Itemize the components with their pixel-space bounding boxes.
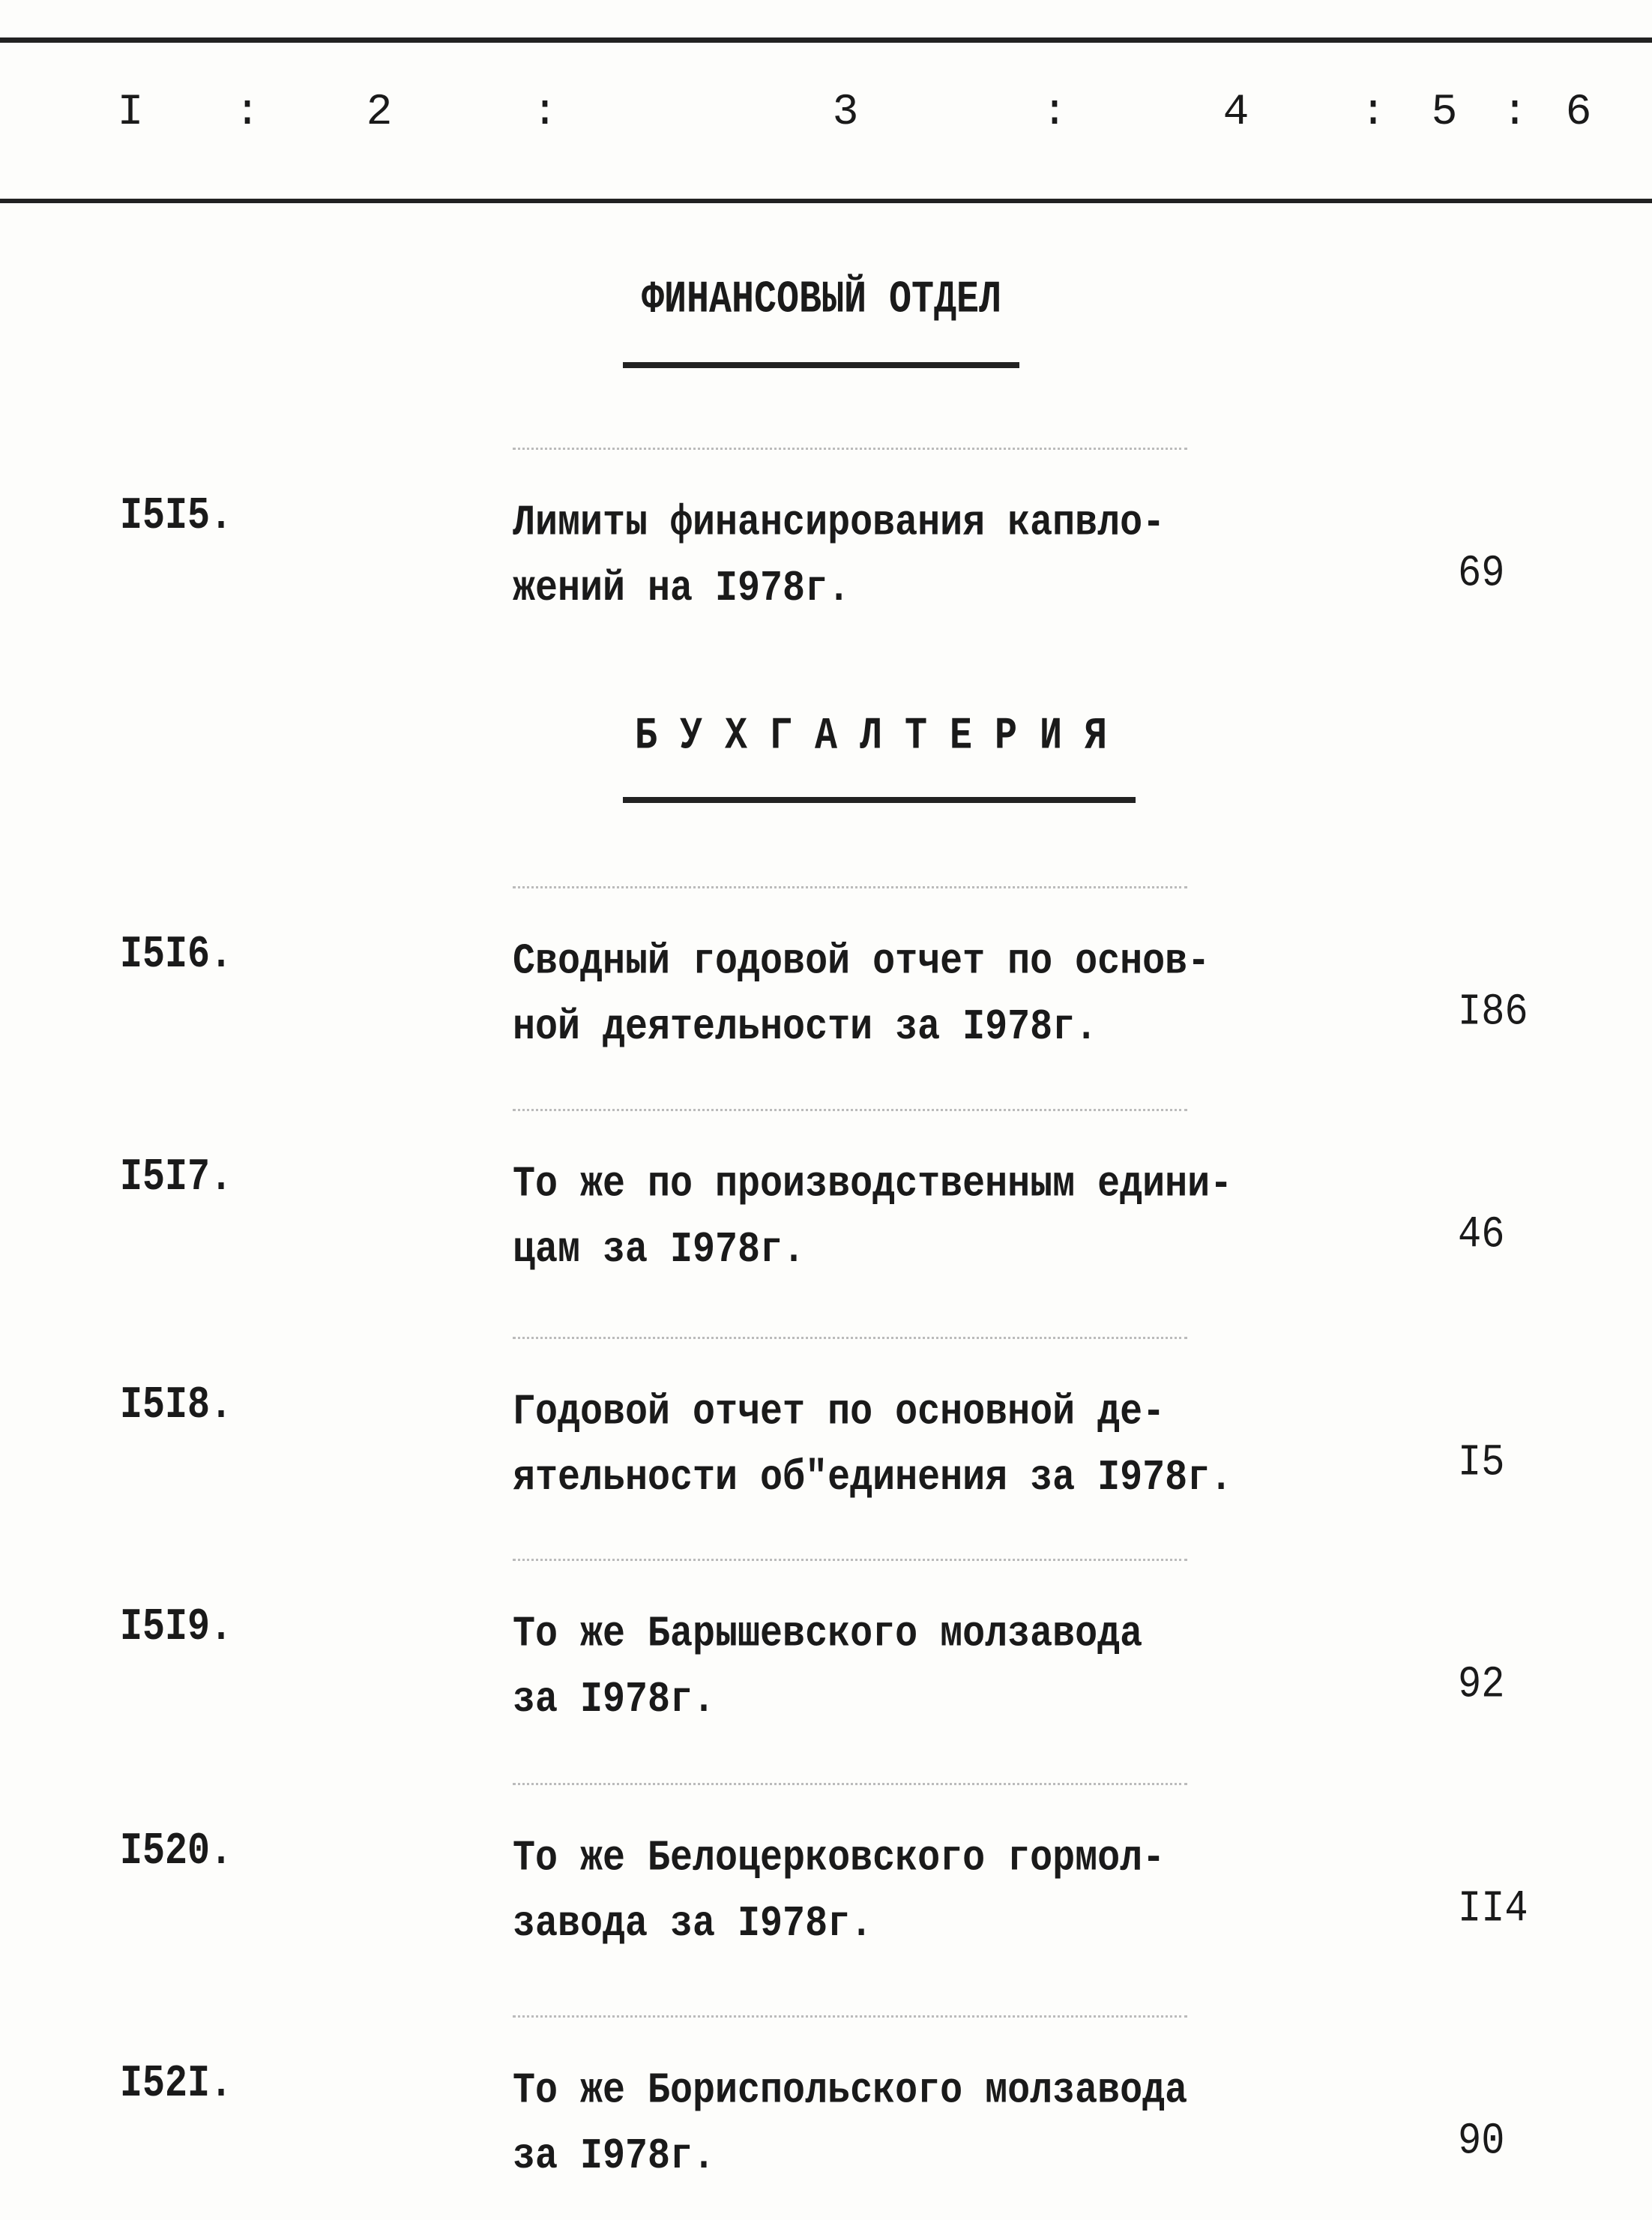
list-item — [0, 930, 1652, 1053]
header-rule — [0, 199, 1652, 203]
column-sep: : — [1041, 88, 1068, 137]
item-description: Сводный годовой отчет по основ- ной деятельности за I978г. — [513, 937, 1211, 1053]
column-sep: : — [531, 88, 558, 137]
item-sheets: 90 — [1458, 2116, 1505, 2167]
list-item — [0, 2059, 1652, 2182]
list-item — [0, 1602, 1652, 1725]
section-underline — [623, 362, 1019, 368]
item-sheets: 69 — [1458, 548, 1505, 599]
item-description: То же Барышевского молзавода за I978г. — [513, 1610, 1143, 1725]
item-number: I520. — [120, 1826, 233, 1878]
item-description: То же по производственным едини- цам за I978г. — [513, 1160, 1233, 1275]
item-sheets: I86 — [1458, 987, 1528, 1038]
item-description: Годовой отчет по основной де- ятельности об"единения за I978г. — [513, 1388, 1233, 1503]
top-rule — [0, 37, 1652, 43]
item-sheets: 46 — [1458, 1209, 1505, 1260]
section-title: ФИНАНСОВЫЙ ОТДЕЛ — [641, 274, 1002, 326]
list-item — [0, 1380, 1652, 1503]
section-underline — [623, 797, 1136, 803]
item-number: I5I9. — [120, 1602, 233, 1654]
column-6: 6 — [1565, 88, 1592, 137]
item-description: То же Бориспольского молзавода за I978г. — [513, 2066, 1188, 2182]
item-sheets: I5 — [1458, 1437, 1505, 1488]
list-item — [0, 1826, 1652, 1949]
dotted-guide — [513, 1337, 1187, 1339]
column-sep: : — [234, 88, 261, 137]
dotted-guide — [513, 1783, 1187, 1785]
dotted-guide — [513, 886, 1187, 888]
item-number: I5I6. — [120, 930, 233, 981]
item-number: I52I. — [120, 2059, 233, 2111]
column-2: 2 — [366, 88, 393, 137]
list-item — [0, 1152, 1652, 1275]
column-3: 3 — [832, 88, 859, 137]
dotted-guide — [513, 1559, 1187, 1561]
dotted-guide — [513, 2015, 1187, 2018]
section-title: Б У Х Г А Л Т Е Р И Я — [634, 711, 1108, 762]
item-sheets: 92 — [1458, 1659, 1505, 1710]
column-1: I — [117, 88, 144, 137]
column-sep: : — [1501, 88, 1528, 137]
list-item — [0, 491, 1652, 614]
item-number: I5I8. — [120, 1380, 233, 1432]
item-description: Лимиты финансирования капвло- жений на I978г. — [513, 499, 1166, 614]
dotted-guide — [513, 448, 1187, 450]
item-number: I5I5. — [120, 491, 233, 543]
item-number: I5I7. — [120, 1152, 233, 1204]
dotted-guide — [513, 1109, 1187, 1111]
item-description: То же Белоцерковского гормол- завода за I978г. — [513, 1834, 1166, 1949]
item-sheets: II4 — [1458, 1883, 1528, 1934]
column-5: 5 — [1431, 88, 1458, 137]
column-4: 4 — [1223, 88, 1249, 137]
column-sep: : — [1360, 88, 1387, 137]
